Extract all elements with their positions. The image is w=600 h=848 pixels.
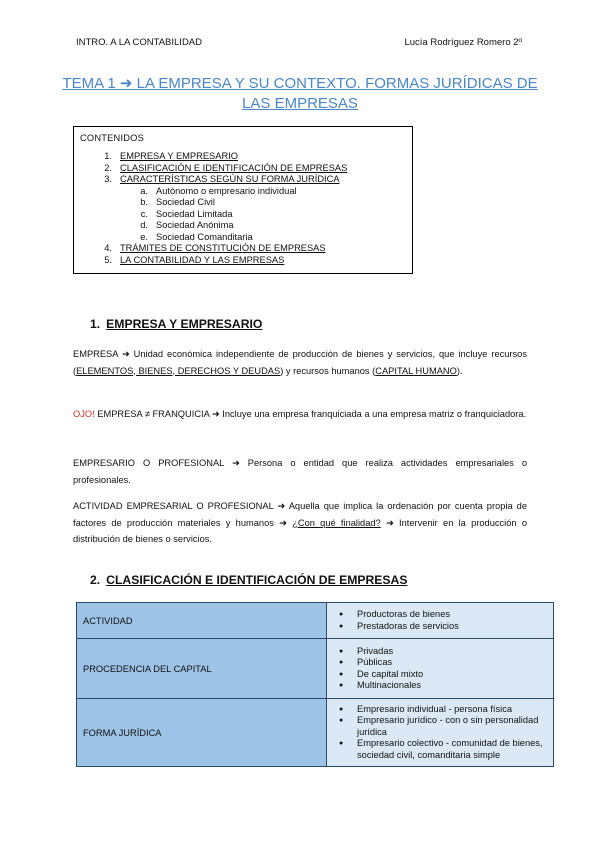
- paragraph-actividad: [73, 498, 527, 548]
- section-number: 2.: [90, 573, 101, 587]
- contents-item-letter: c.: [140, 208, 148, 219]
- row-key: FORMA JURÍDICA: [77, 699, 327, 767]
- contents-item-number: 5.: [104, 254, 112, 265]
- contents-item-label: LA CONTABILIDAD Y LAS EMPRESAS: [120, 254, 285, 265]
- contents-item-letter: d.: [140, 220, 148, 230]
- contents-subitem-label: Sociedad Limitada: [156, 208, 233, 219]
- contents-item-label: CARACTERÍSTICAS SEGÚN SU FORMA JURÍDICA: [120, 174, 340, 184]
- row-values: [327, 639, 554, 699]
- list-item: ● Empresario colectivo - comunidad de bienes, sociedad civil, comanditaria simple: [339, 738, 549, 761]
- contents-heading: CONTENIDOS: [80, 133, 144, 143]
- contents-subitem: [80, 232, 406, 244]
- contents-box: [73, 126, 413, 274]
- contents-subitem: [80, 186, 406, 198]
- paragraph-text: EMPRESA ≠ FRANQUICIA ➜ Incluye una empresa franquiciada a una empresa matriz o franquiciadora.: [94, 409, 527, 419]
- table-row: [77, 639, 554, 699]
- header-subject: INTRO. A LA CONTABILIDAD: [76, 37, 202, 48]
- contents-item-label: CLASIFICACIÓN E IDENTIFICACIÓN DE EMPRESAS: [120, 162, 348, 173]
- header-author: Lucía Rodríguez Romero 2º: [404, 37, 522, 48]
- contents-subitem-label: Sociedad Comanditaria: [156, 231, 253, 242]
- paragraph-franquicia: [73, 406, 527, 423]
- document-title: TEMA 1 ➜ LA EMPRESA Y SU CONTEXTO. FORMAS JURÍDICAS DE LAS EMPRESAS: [62, 75, 538, 112]
- contents-item: [80, 163, 406, 175]
- warning-label: OJO!: [73, 409, 95, 419]
- section-2-heading: [90, 573, 408, 587]
- contents-item: [80, 151, 406, 163]
- table-row: [77, 603, 554, 639]
- list-item: ● Empresario individual - persona física: [339, 704, 549, 716]
- list-item: ● Públicas: [339, 657, 549, 669]
- contents-item-number: 1.: [104, 151, 112, 161]
- underlined-term: CAPITAL HUMANO: [375, 365, 457, 376]
- contents-item-letter: b.: [140, 197, 148, 207]
- contents-item-label: EMPRESA Y EMPRESARIO: [120, 151, 238, 161]
- list-item: ● Privadas: [339, 646, 549, 658]
- section-title: EMPRESA Y EMPRESARIO: [106, 317, 263, 331]
- table-row: [77, 699, 554, 767]
- paragraph-text: ) y recursos humanos (: [280, 365, 376, 376]
- list-item: ● Productoras de bienes: [339, 609, 549, 621]
- section-1-heading: [90, 317, 262, 331]
- paragraph-text: EMPRESA ➜ Unidad económica independiente de producción de bienes y servicios, que incluye recursos (: [73, 349, 527, 376]
- underlined-question: ¿Con qué finalidad?: [292, 517, 381, 528]
- contents-list: [80, 151, 406, 266]
- list-item: ● Prestadoras de servicios: [339, 621, 549, 633]
- contents-item: [80, 243, 406, 255]
- paragraph-empresa: [73, 346, 527, 379]
- contents-item-letter: e.: [140, 231, 148, 242]
- contents-item: [80, 255, 406, 267]
- contents-subitem: [80, 197, 406, 209]
- contents-item-label: TRÁMITES DE CONSTITUCIÓN DE EMPRESAS: [120, 243, 326, 253]
- contents-item-number: 3.: [104, 174, 112, 184]
- underlined-term: ELEMENTOS, BIENES, DERECHOS Y DEUDAS: [76, 365, 281, 376]
- contents-subitem: [80, 220, 406, 232]
- contents-item-letter: a.: [140, 185, 148, 196]
- section-title: CLASIFICACIÓN E IDENTIFICACIÓN DE EMPRESAS: [106, 573, 408, 587]
- paragraph-text: ➜ Intervenir en la producción o distribución de bienes o servicios.: [73, 517, 527, 544]
- list-item: ● Multinacionales: [339, 680, 549, 692]
- bullet-list: [339, 609, 549, 632]
- row-key: PROCEDENCIA DEL CAPITAL: [77, 639, 327, 699]
- contents-subitem-label: Autónomo o empresario individual: [156, 185, 297, 196]
- contents-item-number: 4.: [104, 243, 112, 253]
- contents-item: [80, 174, 406, 186]
- paragraph-text: ).: [456, 365, 463, 376]
- row-values: [327, 603, 554, 639]
- contents-subitem-label: Sociedad Anónima: [156, 220, 234, 230]
- paragraph-text: ACTIVIDAD EMPRESARIAL O PROFESIONAL ➜ Aquella que implica la ordenación por cuenta propia de factores de producción materiales y humanos ➜: [73, 501, 527, 528]
- contents-item-number: 2.: [104, 162, 112, 173]
- row-key: ACTIVIDAD: [77, 603, 327, 639]
- row-values: [327, 699, 554, 767]
- contents-subitem-label: Sociedad Civil: [156, 197, 215, 207]
- contents-subitem: [80, 209, 406, 221]
- list-item: ● De capital mixto: [339, 669, 549, 681]
- paragraph-empresario: EMPRESARIO O PROFESIONAL ➜ Persona o entidad que realiza actividades empresariales o profesionales.: [73, 458, 527, 485]
- classification-table: [76, 602, 554, 767]
- section-number: 1.: [90, 317, 101, 331]
- bullet-list: [339, 646, 549, 692]
- list-item: ● Empresario jurídico - con o sin personalidad jurídica: [339, 715, 549, 738]
- bullet-list: [339, 704, 549, 762]
